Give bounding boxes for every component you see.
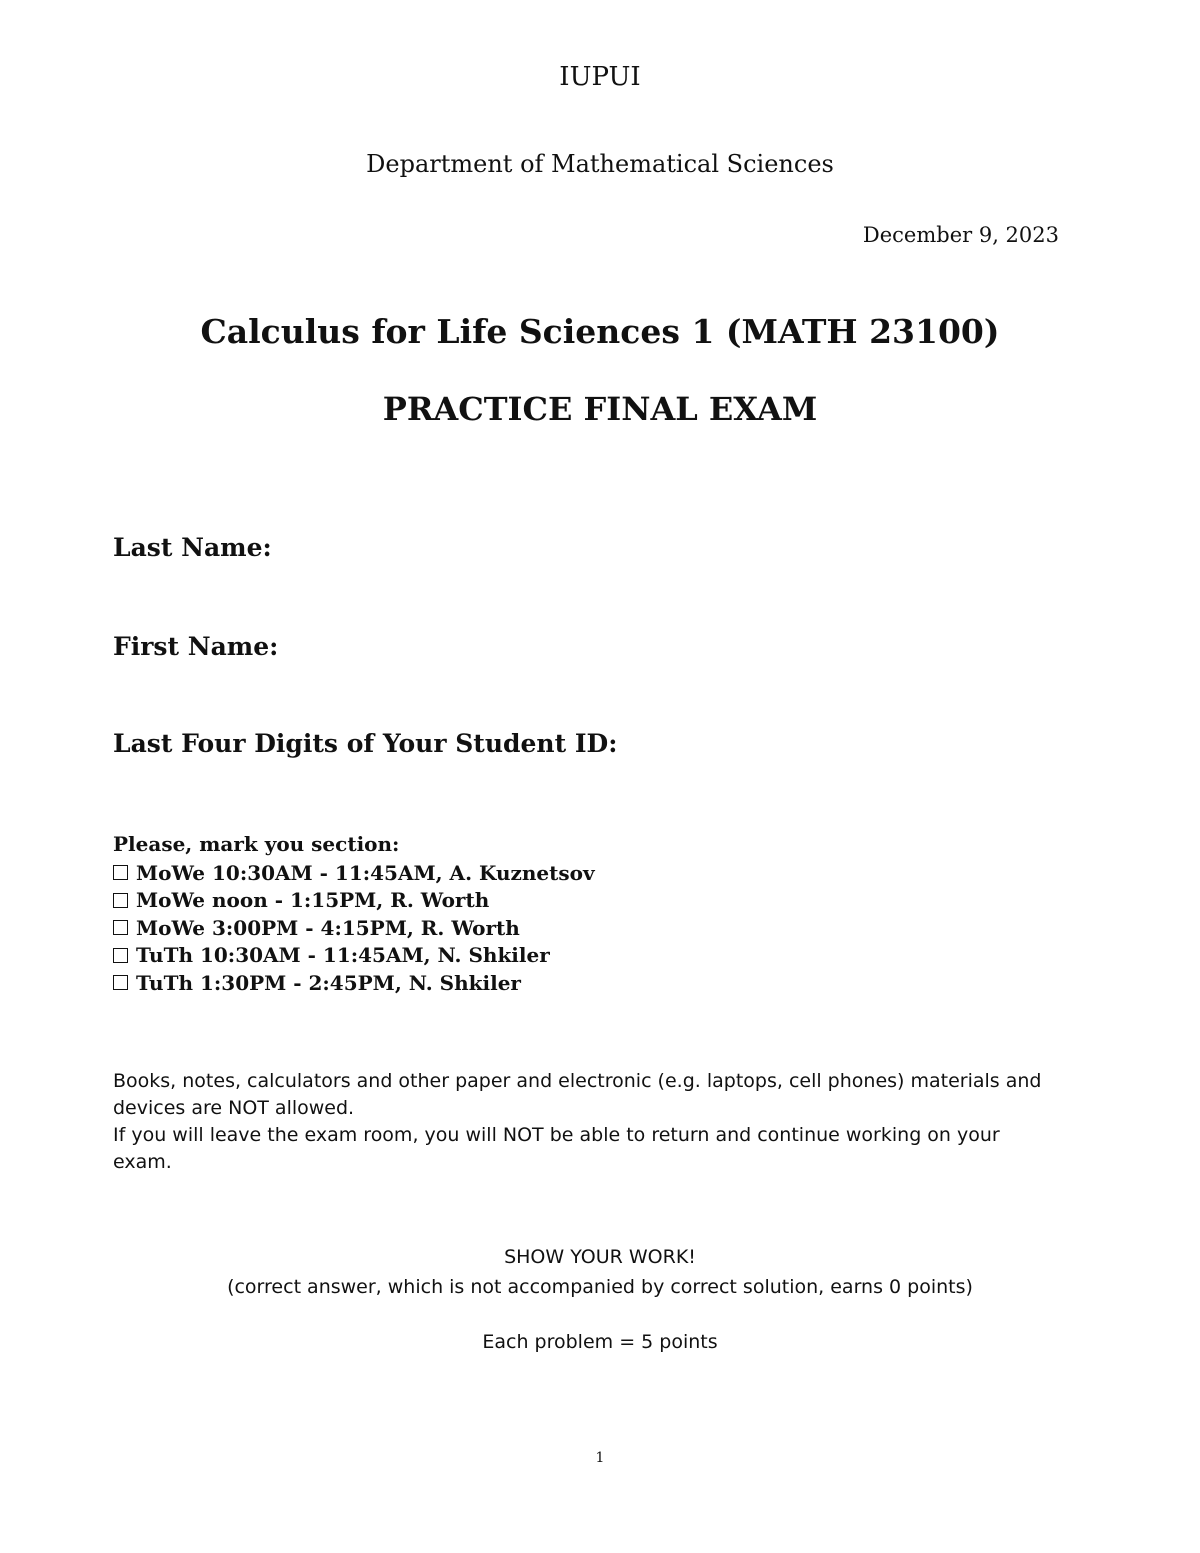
section-option[interactable]	[113, 859, 595, 887]
section-option-label: TuTh 1:30PM - 2:45PM, N. Shkiler	[136, 970, 521, 995]
checkbox-icon[interactable]	[113, 865, 128, 880]
section-option-label: MoWe 10:30AM - 11:45AM, A. Kuznetsov	[136, 860, 595, 885]
page-number: 1	[595, 1450, 605, 1466]
show-work-heading: SHOW YOUR WORK!	[504, 1246, 696, 1268]
exam-title: PRACTICE FINAL EXAM	[382, 390, 818, 428]
points-per-problem: Each problem = 5 points	[482, 1331, 718, 1353]
rule-leaving-room: If you will leave the exam room, you will NOT be able to return and continue working on your exam.	[113, 1124, 1000, 1173]
checkbox-icon[interactable]	[113, 975, 128, 990]
section-option[interactable]	[113, 914, 595, 942]
checkbox-icon[interactable]	[113, 893, 128, 908]
section-option[interactable]	[113, 887, 595, 915]
section-option[interactable]	[113, 969, 595, 997]
last-name-field[interactable]: Last Name:	[113, 533, 272, 562]
show-work-note: (correct answer, which is not accompanied by correct solution, earns 0 points)	[227, 1276, 973, 1298]
institution-name: IUPUI	[559, 62, 641, 92]
course-title: Calculus for Life Sciences 1 (MATH 23100)	[200, 312, 1000, 351]
first-name-field[interactable]: First Name:	[113, 632, 279, 661]
section-heading: Please, mark you section:	[113, 832, 400, 856]
section-option-label: MoWe 3:00PM - 4:15PM, R. Worth	[136, 915, 520, 940]
section-option[interactable]	[113, 942, 595, 970]
checkbox-icon[interactable]	[113, 920, 128, 935]
exam-date: December 9, 2023	[862, 223, 1059, 247]
checkbox-icon[interactable]	[113, 948, 128, 963]
section-list	[113, 859, 595, 997]
section-option-label: TuTh 10:30AM - 11:45AM, N. Shkiler	[136, 943, 550, 968]
department-name: Department of Mathematical Sciences	[366, 150, 834, 178]
section-option-label: MoWe noon - 1:15PM, R. Worth	[136, 888, 490, 913]
exam-rules	[113, 1068, 1063, 1176]
student-id-field[interactable]: Last Four Digits of Your Student ID:	[113, 729, 618, 758]
rule-materials: Books, notes, calculators and other paper and electronic (e.g. laptops, cell phones) materials and devices are NOT allowed.	[113, 1070, 1042, 1119]
